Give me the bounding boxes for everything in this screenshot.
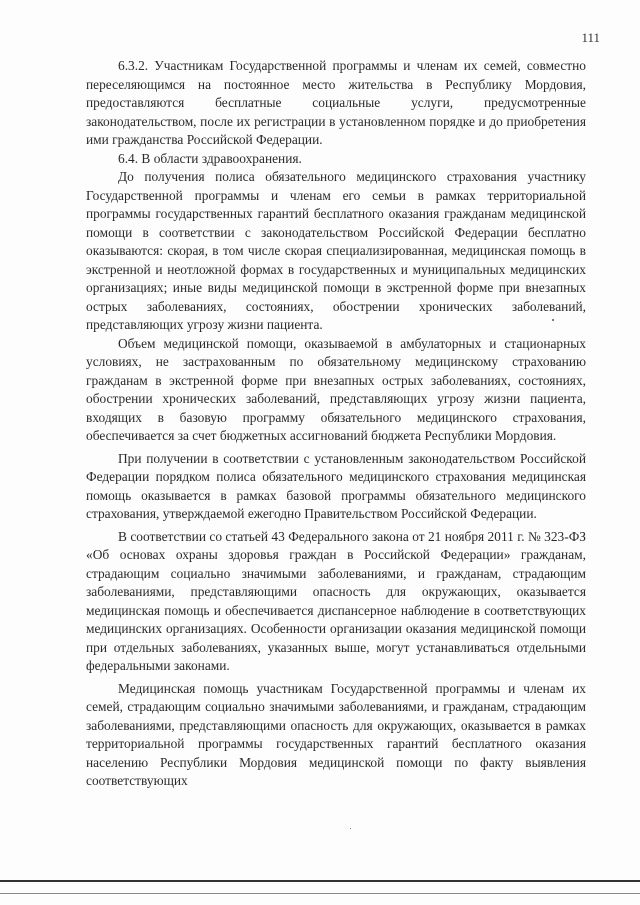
paragraph-volume-of-care: Объем медицинской помощи, оказываемой в амбулаторных и стационарных условиях, не застрахованным по обязательному медицинскому страхованию гражданам в экстренной форме при внезапных острых заболеваниях, состояниях, обострении хронических заболеваний, представляющих угрозу жизни пациента, входящих в базовую программу обязательного медицинского страхования, обеспечивается за счет бюджетных ассигнований бюджета Республики Мордовия.: [86, 335, 586, 443]
document-body: [86, 57, 586, 791]
bottom-scan-line-thin: [0, 893, 640, 894]
section-heading-6-4: 6.4. В области здравоохранения.: [118, 150, 302, 166]
paragraph-article-43: В соответствии со статьей 43 Федерального закона от 21 ноября 2011 г. № 323-ФЗ «Об основах охраны здоровья граждан в Российской Федерации» гражданам, страдающим социально значимыми заболеваниями, и гражданам, страдающим заболеваниями, представляющими опасность для окружающих, оказывается медицинская помощь и обеспечивается диспансерное наблюдение в соответствующих медицинских организациях. Особенности организации оказания медицинской помощи при отдельных заболеваниях, указанных выше, могут устанавливаться отдельными федеральными законами.: [86, 528, 586, 673]
paragraph-before-policy: До получения полиса обязательного медицинского страхования участнику Государственной программы и членам его семьи в рамках территориальной программы государственных гарантий бесплатного оказания гражданам медицинской помощи в соответствии с законодательством Российской Федерации бесплатно оказываются: скорая, в том числе скорая специализированная, медицинская помощь в экстренной и неотложной формах в государственных и муниципальных медицинских организациях; иные виды медицинской помощи в экстренной форме при внезапных острых заболеваниях, состояниях, обострении хронических заболеваний, представляющих угрозу жизни пациента.: [86, 169, 586, 332]
bottom-scan-line: [0, 880, 640, 882]
paragraph-after-policy: При получении в соответствии с установленным законодательством Российской Федерации порядком полиса обязательного медицинского страхования медицинская помощь оказывается в рамках базовой программы обязательного медицинского страхования, утверждаемой ежегодно Правительством Российской Федерации.: [86, 450, 586, 521]
paragraph-6-3-2: 6.3.2. Участникам Государственной программы и членам их семей, совместно переселяющимся на постоянное место жительства в Республику Мордовия, предоставляются бесплатные социальные услуги, предусмотренные законодательством, после их регистрации в установленном порядке и до приобретения ими гражданства Российской Федерации.: [86, 58, 586, 147]
scan-speck: [552, 319, 554, 321]
scan-speck: [350, 828, 351, 829]
page-number: 111: [581, 30, 600, 45]
paragraph-participants-care: Медицинская помощь участникам Государственной программы и членам их семей, страдающим социально значимыми заболеваниями, и гражданам, страдающим заболеваниями, представляющими опасность для окружающих, оказывается в рамках территориальной программы государственных гарантий бесплатного оказания населению Республики Мордовия медицинской помощи по факту выявления соответствующих: [86, 680, 586, 788]
